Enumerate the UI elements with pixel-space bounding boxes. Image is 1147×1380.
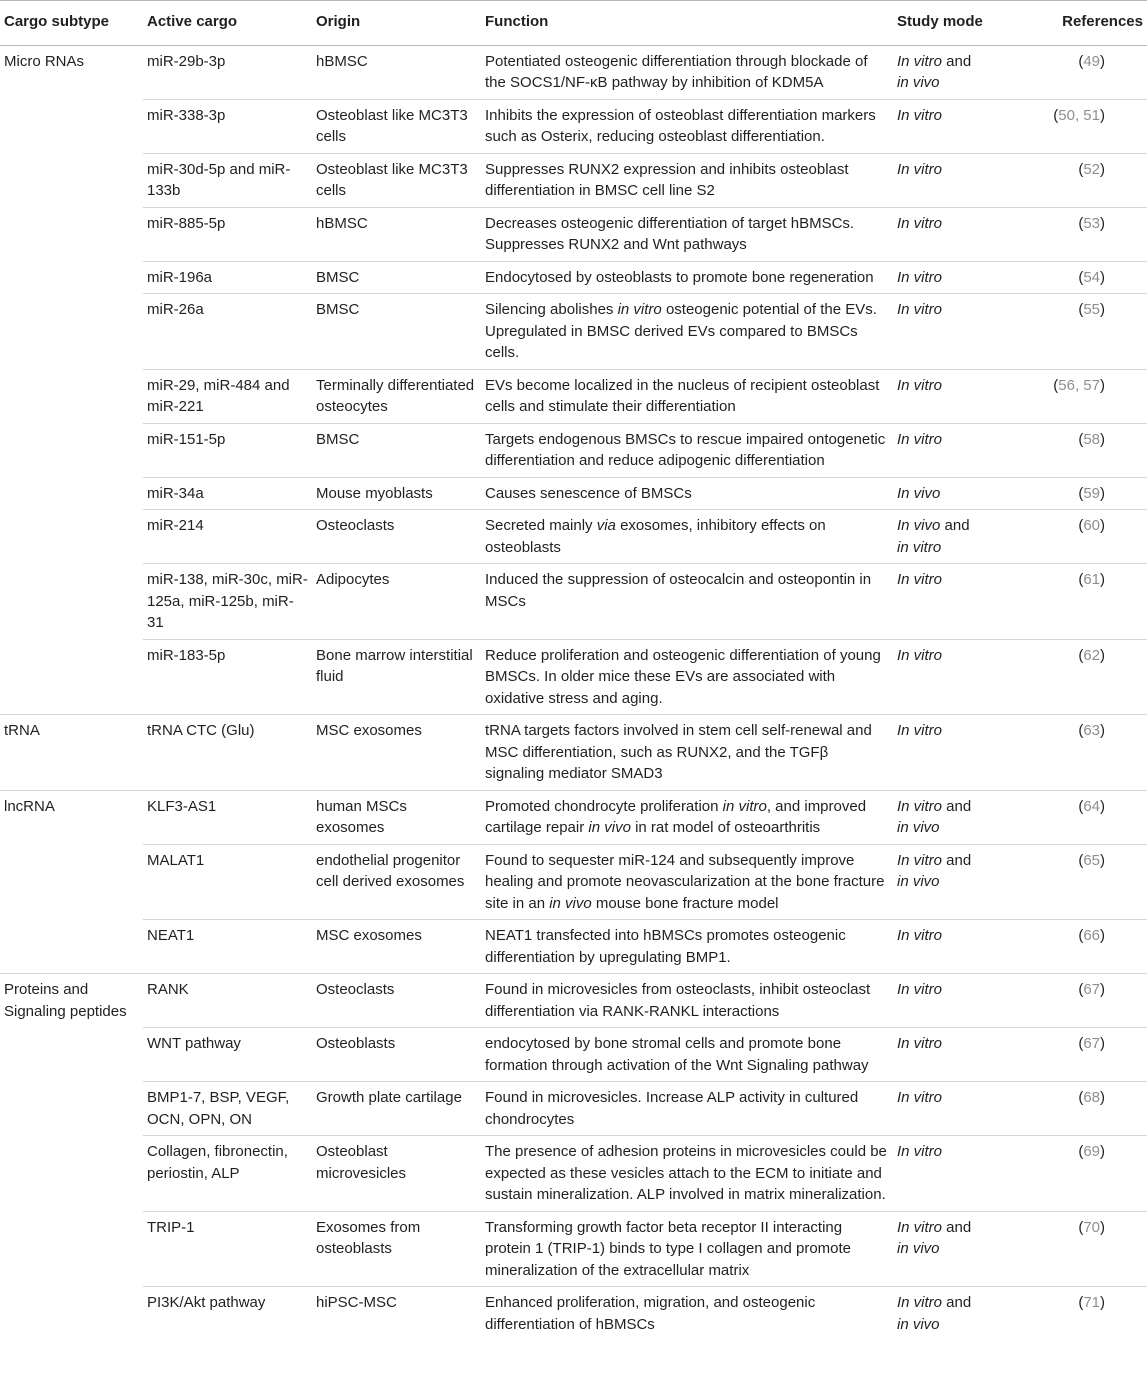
study-mode-cell: In vitro [893, 564, 1033, 640]
table-row [0, 1211, 1147, 1287]
function-cell: EVs become localized in the nucleus of recipient osteoblast cells and stimulate their differentiation [481, 369, 893, 423]
active-cargo-cell: Collagen, fibronectin, periostin, ALP [143, 1136, 312, 1212]
header-active-cargo: Active cargo [143, 1, 312, 46]
origin-cell: hiPSC-MSC [312, 1287, 481, 1341]
study-mode-cell: In vitro [893, 1028, 1033, 1082]
table-row [0, 207, 1147, 261]
active-cargo-cell: TRIP-1 [143, 1211, 312, 1287]
cargo-subtype-cell: Proteins and Signaling peptides [0, 974, 143, 1028]
cargo-subtype-cell [0, 99, 143, 153]
origin-cell: Osteoclasts [312, 974, 481, 1028]
table-body [0, 45, 1147, 1340]
reference-link[interactable]: 70 [1083, 1218, 1100, 1236]
reference-link[interactable]: 71 [1083, 1294, 1100, 1311]
table-row [0, 639, 1147, 715]
cargo-subtype-cell [0, 639, 143, 715]
study-mode-cell: In vitro [893, 423, 1033, 477]
function-cell: Suppresses RUNX2 expression and inhibits osteoblast differentiation in BMSC cell line S2 [481, 153, 893, 207]
table-row [0, 715, 1147, 791]
function-cell: Decreases osteogenic differentiation of target hBMSCs. Suppresses RUNX2 and Wnt pathways [481, 207, 893, 261]
table-row [0, 294, 1147, 370]
reference-link[interactable]: 62 [1083, 646, 1100, 664]
header-origin: Origin [312, 1, 481, 46]
reference-cell: (55) [1033, 294, 1147, 370]
reference-cell: (69) [1033, 1136, 1147, 1212]
active-cargo-cell: miR-138, miR-30c, miR-125a, miR-125b, miR-31 [143, 564, 312, 640]
function-cell: Inhibits the expression of osteoblast differentiation markers such as Osterix, reducing osteoblast differentiation. [481, 99, 893, 153]
table-row [0, 369, 1147, 423]
reference-cell: (67) [1033, 974, 1147, 1028]
active-cargo-cell: KLF3-AS1 [143, 790, 312, 844]
cargo-subtype-cell [0, 153, 143, 207]
active-cargo-cell: miR-338-3p [143, 99, 312, 153]
origin-cell: Osteoblast microvesicles [312, 1136, 481, 1212]
active-cargo-cell: WNT pathway [143, 1028, 312, 1082]
reference-cell: (50, 51) [1033, 99, 1147, 153]
cargo-subtype-cell [0, 1136, 143, 1212]
cargo-subtype-cell [0, 207, 143, 261]
origin-cell: Osteoblast like MC3T3 cells [312, 99, 481, 153]
origin-cell: hBMSC [312, 207, 481, 261]
function-cell: Endocytosed by osteoblasts to promote bone regeneration [481, 261, 893, 294]
function-cell: Enhanced proliferation, migration, and osteogenic differentiation of hBMSCs [481, 1287, 893, 1341]
study-mode-cell: In vitro [893, 294, 1033, 370]
function-cell: Found in microvesicles. Increase ALP activity in cultured chondrocytes [481, 1082, 893, 1136]
table-row [0, 844, 1147, 920]
reference-cell: (60) [1033, 510, 1147, 564]
origin-cell: Osteoblast like MC3T3 cells [312, 153, 481, 207]
study-mode-cell: In vitro [893, 207, 1033, 261]
table-row [0, 1082, 1147, 1136]
header-function: Function [481, 1, 893, 46]
reference-cell: (56, 57) [1033, 369, 1147, 423]
cargo-subtype-cell [0, 844, 143, 920]
origin-cell: endothelial progenitor cell derived exosomes [312, 844, 481, 920]
origin-cell: Mouse myoblasts [312, 477, 481, 510]
cargo-subtype-cell [0, 1287, 143, 1341]
active-cargo-cell: BMP1-7, BSP, VEGF, OCN, OPN, ON [143, 1082, 312, 1136]
reference-cell: (65) [1033, 844, 1147, 920]
reference-link[interactable]: 67 [1083, 1035, 1100, 1052]
reference-link[interactable]: 59 [1083, 484, 1100, 502]
cargo-subtype-cell [0, 564, 143, 640]
active-cargo-cell: miR-214 [143, 510, 312, 564]
active-cargo-cell: miR-196a [143, 261, 312, 294]
study-mode-cell: In vivo [893, 477, 1033, 510]
cargo-subtype-cell: tRNA [0, 715, 143, 791]
study-mode-cell: In vitro and in vivo [893, 790, 1033, 844]
study-mode-cell: In vitro [893, 1136, 1033, 1212]
reference-cell: (63) [1033, 715, 1147, 791]
header-study-mode: Study mode [893, 1, 1033, 46]
origin-cell: Osteoclasts [312, 510, 481, 564]
origin-cell: Exosomes from osteoblasts [312, 1211, 481, 1287]
reference-link[interactable]: 65 [1083, 851, 1100, 869]
function-cell: endocytosed by bone stromal cells and promote bone formation through activation of the Wnt Signaling pathway [481, 1028, 893, 1082]
study-mode-cell: In vitro [893, 369, 1033, 423]
origin-cell: MSC exosomes [312, 715, 481, 791]
study-mode-cell: In vitro [893, 99, 1033, 153]
active-cargo-cell: MALAT1 [143, 844, 312, 920]
reference-cell: (62) [1033, 639, 1147, 715]
table-row [0, 423, 1147, 477]
study-mode-cell: In vitro [893, 1082, 1033, 1136]
active-cargo-cell: miR-29, miR-484 and miR-221 [143, 369, 312, 423]
function-cell: Causes senescence of BMSCs [481, 477, 893, 510]
cargo-subtype-cell: lncRNA [0, 790, 143, 844]
study-mode-cell: In vitro [893, 715, 1033, 791]
active-cargo-cell: miR-30d-5p and miR-133b [143, 153, 312, 207]
origin-cell: hBMSC [316, 52, 368, 70]
reference-cell: (58) [1033, 423, 1147, 477]
table-header-row [0, 1, 1147, 46]
function-cell: Reduce proliferation and osteogenic differentiation of young BMSCs. In older mice these EVs are associated with oxidative stress and aging. [481, 639, 893, 715]
cargo-subtype-cell [0, 423, 143, 477]
table-row [0, 45, 1147, 99]
study-mode-cell: In vitro [893, 153, 1033, 207]
study-mode-cell: In vitro [893, 261, 1033, 294]
reference-cell: (70) [1033, 1211, 1147, 1287]
origin-cell: BMSC [312, 261, 481, 294]
table-row [0, 477, 1147, 510]
origin-cell: human MSCs exosomes [312, 790, 481, 844]
reference-cell: (64) [1033, 790, 1147, 844]
header-references: References [1033, 1, 1147, 46]
study-mode-cell: In vitro and in vivo [897, 52, 972, 91]
header-cargo-subtype: Cargo subtype [0, 1, 143, 46]
study-mode-cell: In vitro and in vivo [893, 1211, 1033, 1287]
table-row [0, 510, 1147, 564]
function-cell: Secreted mainly via exosomes, inhibitory effects on osteoblasts [481, 510, 893, 564]
reference-link[interactable]: 64 [1083, 797, 1100, 815]
function-cell: Found to sequester miR-124 and subsequently improve healing and promote neovascularization at the bone fracture site in an in vivo mouse bone fracture model [481, 844, 893, 920]
function-cell: Found in microvesicles from osteoclasts, inhibit osteoclast differentiation via RANK-RANKL interactions [481, 974, 893, 1028]
active-cargo-cell: NEAT1 [143, 920, 312, 974]
reference-link[interactable]: 55 [1083, 301, 1100, 318]
function-cell: Induced the suppression of osteocalcin and osteopontin in MSCs [481, 564, 893, 640]
reference-link[interactable]: 56, 57 [1058, 376, 1100, 394]
active-cargo-cell: miR-34a [143, 477, 312, 510]
active-cargo-cell: tRNA CTC (Glu) [143, 715, 312, 791]
reference-cell: (61) [1033, 564, 1147, 640]
active-cargo-cell: miR-29b-3p [147, 52, 226, 70]
cargo-subtype-cell [0, 510, 143, 564]
cargo-subtype-cell [0, 294, 143, 370]
reference-cell: (59) [1033, 477, 1147, 510]
function-cell: Promoted chondrocyte proliferation in vitro, and improved cartilage repair in vivo in rat model of osteoarthritis [481, 790, 893, 844]
active-cargo-cell: miR-885-5p [143, 207, 312, 261]
active-cargo-cell: RANK [143, 974, 312, 1028]
table-row [0, 790, 1147, 844]
active-cargo-cell: miR-183-5p [143, 639, 312, 715]
reference-cell: (53) [1033, 207, 1147, 261]
reference-link[interactable]: 66 [1083, 927, 1100, 944]
reference-cell: (54) [1033, 261, 1147, 294]
reference-link[interactable]: 68 [1083, 1089, 1100, 1106]
active-cargo-cell: miR-151-5p [143, 423, 312, 477]
reference-cell: (68) [1033, 1082, 1147, 1136]
reference-link[interactable]: 53 [1083, 214, 1100, 232]
reference-link[interactable]: 67 [1083, 981, 1100, 998]
function-cell: Targets endogenous BMSCs to rescue impaired ontogenetic differentiation and reduce adipogenic differentiation [481, 423, 893, 477]
active-cargo-cell: miR-26a [143, 294, 312, 370]
cargo-subtype-cell [0, 261, 143, 294]
reference-link[interactable]: 69 [1083, 1143, 1100, 1160]
reference-link[interactable]: 54 [1083, 268, 1100, 286]
reference-link[interactable]: 49 [1083, 52, 1100, 70]
study-mode-cell: In vitro [893, 974, 1033, 1028]
cargo-subtype-cell [0, 477, 143, 510]
cargo-subtype-cell [0, 369, 143, 423]
reference-link[interactable]: 52 [1083, 160, 1100, 178]
reference-cell: (71) [1033, 1287, 1147, 1341]
table-row [0, 1136, 1147, 1212]
reference-cell: (52) [1033, 153, 1147, 207]
cargo-subtype-cell [0, 1028, 143, 1082]
study-mode-cell: In vivo and in vitro [893, 510, 1033, 564]
table-row [0, 1028, 1147, 1082]
study-mode-cell: In vitro and in vivo [893, 1287, 1033, 1341]
origin-cell: MSC exosomes [312, 920, 481, 974]
reference-link[interactable]: 60 [1083, 517, 1100, 534]
cargo-subtype-cell [0, 1082, 143, 1136]
function-cell: The presence of adhesion proteins in microvesicles could be expected as these vesicles attach to the ECM to initiate and sustain mineralization. ALP involved in matrix mineralization. [481, 1136, 893, 1212]
reference-link[interactable]: 61 [1083, 571, 1100, 588]
origin-cell: Bone marrow interstitial fluid [312, 639, 481, 715]
table-row [0, 1287, 1147, 1341]
table-row [0, 920, 1147, 974]
function-cell: Transforming growth factor beta receptor II interacting protein 1 (TRIP-1) binds to type I collagen and promote mineralization of the extracellular matrix [481, 1211, 893, 1287]
study-mode-cell: In vitro and in vivo [893, 844, 1033, 920]
function-cell: NEAT1 transfected into hBMSCs promotes osteogenic differentiation by upregulating BMP1. [481, 920, 893, 974]
study-mode-cell: In vitro [893, 920, 1033, 974]
origin-cell: Growth plate cartilage [312, 1082, 481, 1136]
function-cell: Silencing abolishes in vitro osteogenic potential of the EVs. Upregulated in BMSC derived EVs compared to BMSCs cells. [481, 294, 893, 370]
origin-cell: Adipocytes [312, 564, 481, 640]
cargo-subtype-cell: Micro RNAs [4, 52, 85, 70]
origin-cell: BMSC [312, 294, 481, 370]
table-row [0, 99, 1147, 153]
table-row [0, 564, 1147, 640]
cargo-subtype-cell [0, 1211, 143, 1287]
origin-cell: Osteoblasts [312, 1028, 481, 1082]
function-cell: Potentiated osteogenic differentiation through blockade of the SOCS1/NF-κB pathway by inhibition of KDM5A [485, 52, 868, 91]
function-cell: tRNA targets factors involved in stem cell self-renewal and MSC differentiation, such as RUNX2, and the TGFβ signaling mediator SMAD3 [481, 715, 893, 791]
reference-link[interactable]: 63 [1083, 722, 1100, 739]
study-mode-cell: In vitro [893, 639, 1033, 715]
origin-cell: BMSC [312, 423, 481, 477]
reference-cell: (66) [1033, 920, 1147, 974]
origin-cell: Terminally differentiated osteocytes [312, 369, 481, 423]
cargo-subtype-cell [0, 920, 143, 974]
table-row [0, 974, 1147, 1028]
reference-link[interactable]: 58 [1083, 430, 1100, 448]
table-row [0, 261, 1147, 294]
reference-cell: (67) [1033, 1028, 1147, 1082]
reference-cell: (49) [1078, 52, 1105, 70]
active-cargo-cell: PI3K/Akt pathway [143, 1287, 312, 1341]
table-row [0, 153, 1147, 207]
reference-link[interactable]: 50, 51 [1058, 106, 1100, 124]
